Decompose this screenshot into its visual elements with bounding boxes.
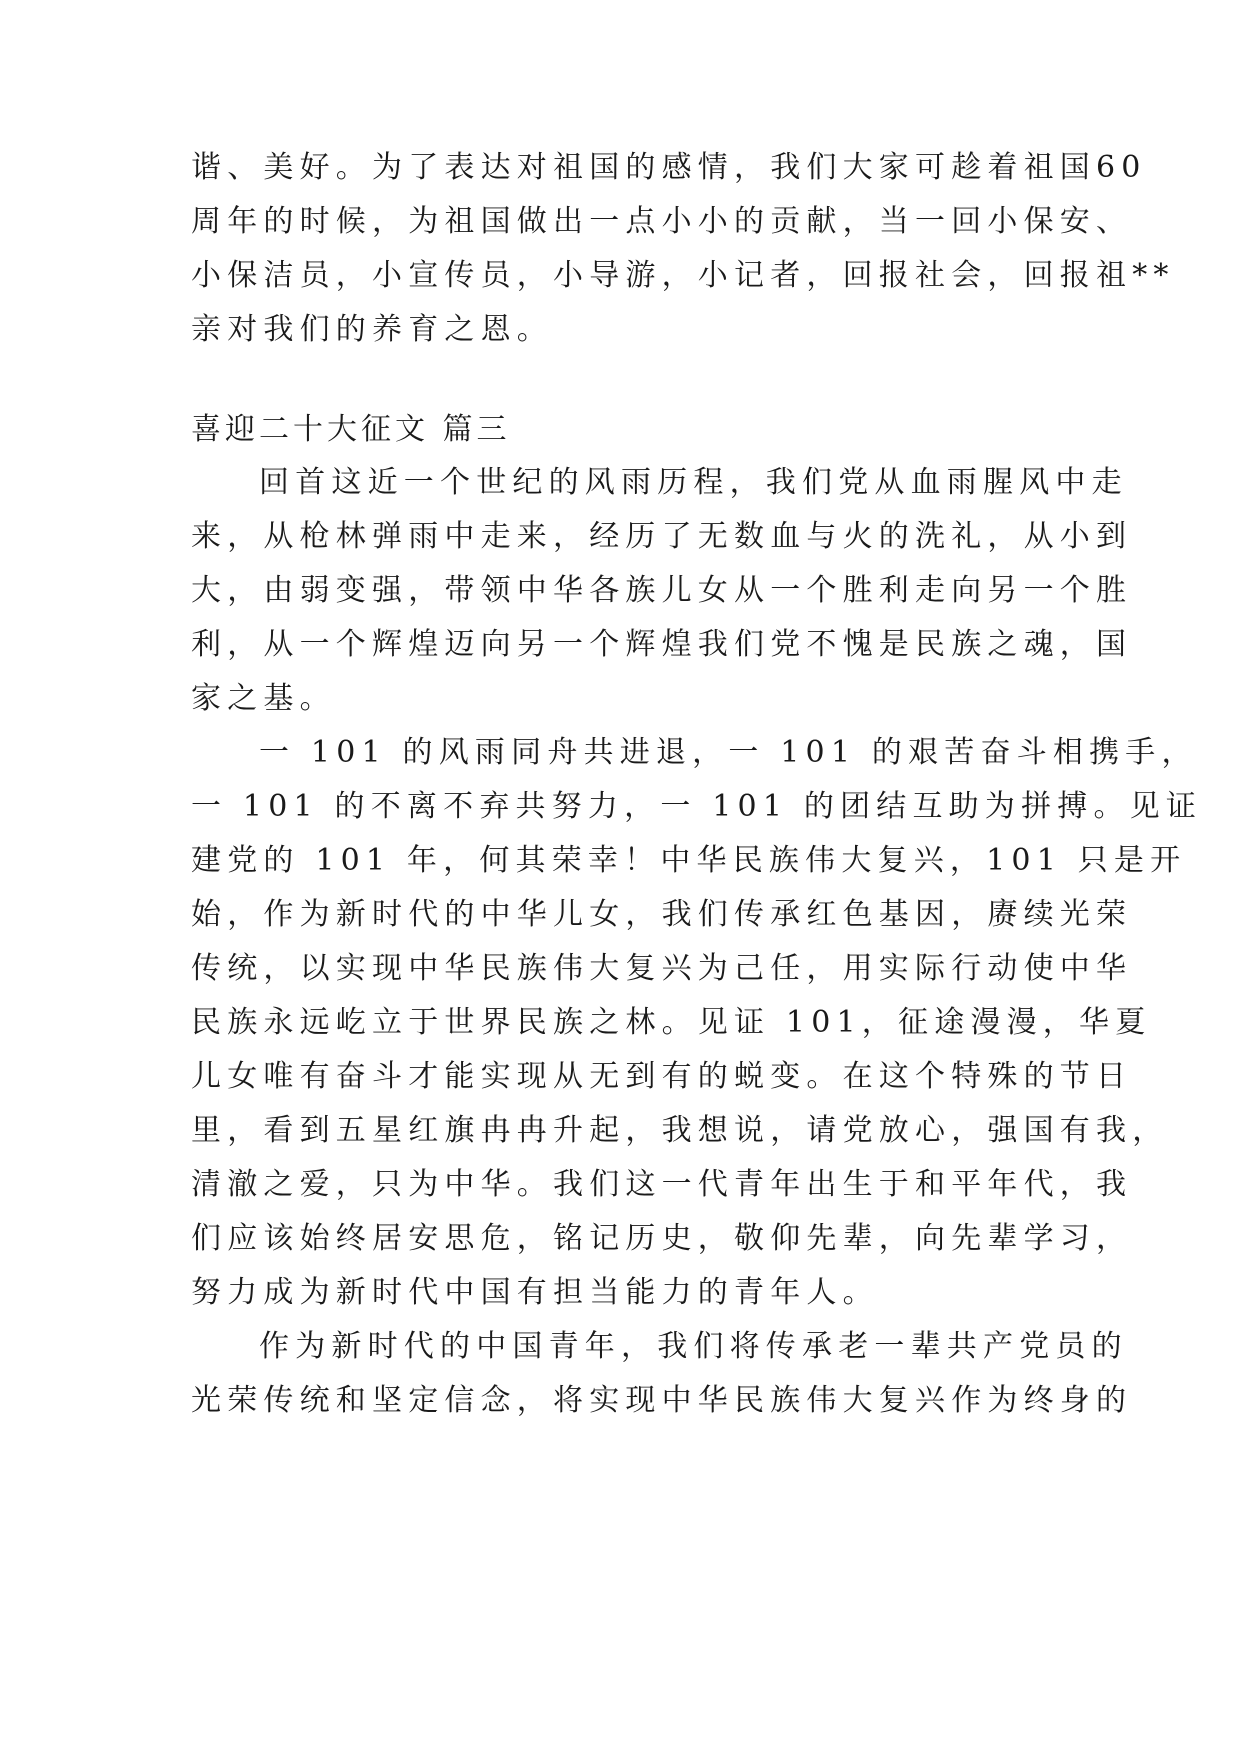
paragraph2-line-10: 们应该始终居安思危，铭记历史，敬仰先辈，向先辈学习， [191, 1221, 1133, 1256]
fragment-line-4: 亲对我们的养育之恩。 [191, 312, 553, 347]
paragraph2-line-11: 努力成为新时代中国有担当能力的青年人。 [191, 1275, 879, 1310]
paragraph3-line-1: 作为新时代的中国青年，我们将传承老一辈共产党员的 [259, 1329, 1128, 1364]
fragment-line-3: 小保洁员，小宣传员，小导游，小记者，回报社会，回报祖** [191, 258, 1175, 293]
paragraph2-line-6: 民族永远屹立于世界民族之林。见证 101，征途漫漫，华夏 [191, 1005, 1152, 1040]
paragraph2-line-1: 一 101 的风雨同舟共进退，一 101 的艰苦奋斗相携手， [259, 735, 1198, 770]
paragraph2-line-7: 儿女唯有奋斗才能实现从无到有的蜕变。在这个特殊的节日 [191, 1059, 1133, 1094]
section-title: 喜迎二十大征文 篇三 [191, 412, 511, 447]
fragment-line-2: 周年的时候，为祖国做出一点小小的贡献，当一回小保安、 [191, 204, 1133, 239]
paragraph2-line-3: 建党的 101 年，何其荣幸！中华民族伟大复兴，101 只是开 [191, 843, 1187, 878]
paragraph3-line-2: 光荣传统和坚定信念，将实现中华民族伟大复兴作为终身的 [191, 1383, 1133, 1418]
paragraph2-line-4: 始，作为新时代的中华儿女，我们传承红色基因，赓续光荣 [191, 897, 1133, 932]
paragraph1-line-4: 利，从一个辉煌迈向另一个辉煌我们党不愧是民族之魂，国 [191, 627, 1133, 662]
paragraph2-line-5: 传统，以实现中华民族伟大复兴为己任，用实际行动使中华 [191, 951, 1133, 986]
paragraph2-line-9: 清澈之爱，只为中华。我们这一代青年出生于和平年代，我 [191, 1167, 1133, 1202]
paragraph2-line-8: 里，看到五星红旗冉冉升起，我想说，请党放心，强国有我， [191, 1113, 1169, 1148]
fragment-line-1: 谐、美好。为了表达对祖国的感情，我们大家可趁着祖国60 [191, 150, 1147, 185]
paragraph2-line-2: 一 101 的不离不弃共努力，一 101 的团结互助为拼搏。见证 [191, 789, 1203, 824]
paragraph1-line-1: 回首这近一个世纪的风雨历程，我们党从血雨腥风中走 [259, 465, 1128, 500]
paragraph1-line-5: 家之基。 [191, 681, 336, 716]
paragraph1-line-2: 来，从枪林弹雨中走来，经历了无数血与火的洗礼，从小到 [191, 519, 1133, 554]
paragraph1-line-3: 大，由弱变强，带领中华各族儿女从一个胜利走向另一个胜 [191, 573, 1133, 608]
